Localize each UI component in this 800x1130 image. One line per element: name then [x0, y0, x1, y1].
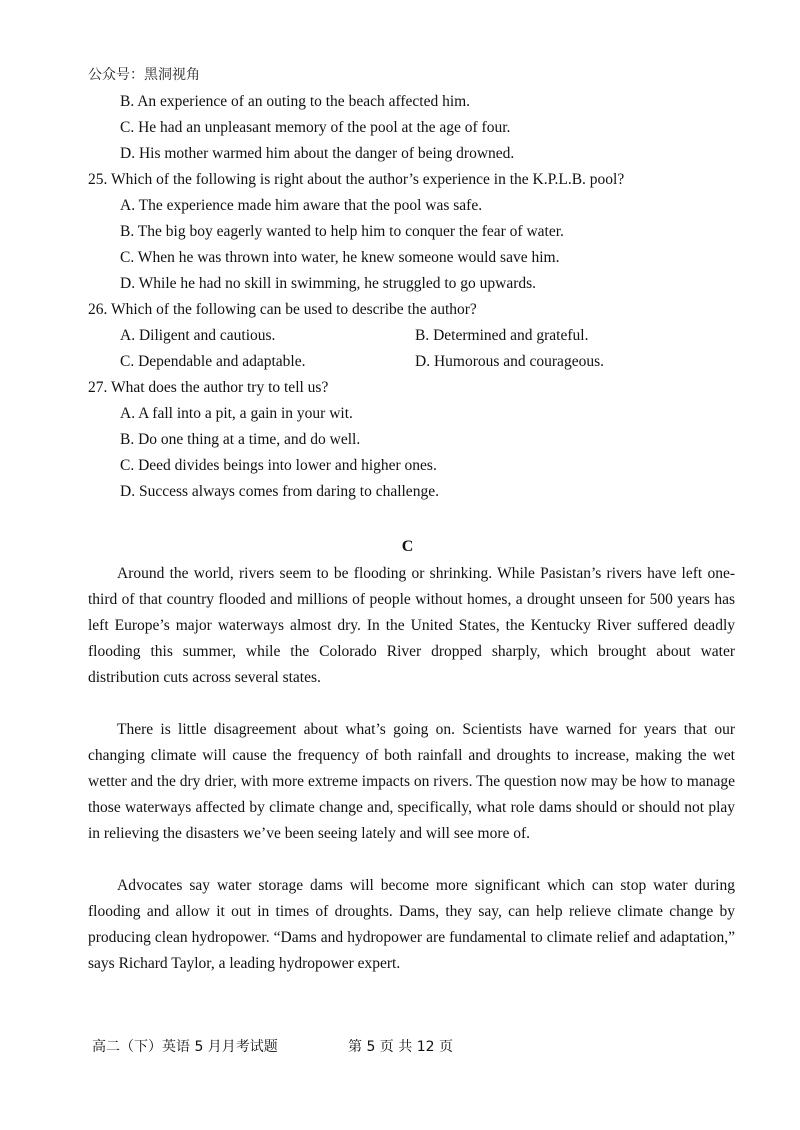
- q25-option-a: A. The experience made him aware that the pool was safe.: [120, 197, 483, 214]
- passage-paragraph-3: Advocates say water storage dams will become more significant which can stop water during flooding and allow it out in times of droughts. Dams, they say, can help relieve climate change by producing clean hydropower. “Dams and hydropower are fundamental to climate relief and adaptation,” says Richard Taylor, a leading hydropower expert.: [88, 877, 735, 972]
- q27-option-d: D. Success always comes from daring to challenge.: [120, 483, 439, 500]
- q26-option-a: A. Diligent and cautious.: [120, 327, 276, 344]
- q25-option-b: B. The big boy eagerly wanted to help him to conquer the fear of water.: [120, 223, 564, 240]
- q26-option-d: D. Humorous and courageous.: [415, 353, 604, 370]
- footer-exam-title: 高二（下）英语 5 月月考试题: [92, 1039, 278, 1055]
- q26-option-c: C. Dependable and adaptable.: [120, 353, 306, 370]
- q27-question: 27. What does the author try to tell us?: [88, 379, 329, 396]
- passage-title: C: [401, 538, 414, 555]
- footer-page-number: 第 5 页 共 12 页: [348, 1039, 453, 1055]
- passage-paragraph-2: There is little disagreement about what’s going on. Scientists have warned for years that our changing climate will cause the frequency of both rainfall and droughts to increase, making the wet wetter and the dry drier, with more extreme impacts on rivers. The question now may be how to manage those waterways affected by climate change and, specifically, what role dams should or should not play in relieving the disasters we’ve been seeing lately and will see more of.: [88, 721, 735, 842]
- q24-option-b: B. An experience of an outing to the beach affected him.: [120, 93, 471, 110]
- q24-option-c: C. He had an unpleasant memory of the pool at the age of four.: [120, 119, 511, 136]
- q27-option-c: C. Deed divides beings into lower and higher ones.: [120, 457, 437, 474]
- q26-question: 26. Which of the following can be used to describe the author?: [88, 301, 477, 318]
- q26-option-b: B. Determined and grateful.: [415, 327, 589, 344]
- q25-question: 25. Which of the following is right about the author’s experience in the K.P.L.B. pool?: [88, 171, 625, 188]
- watermark-text: 公众号：黑洞视角: [88, 67, 200, 83]
- q24-option-d: D. His mother warmed him about the danger of being drowned.: [120, 145, 515, 162]
- q25-option-d: D. While he had no skill in swimming, he struggled to go upwards.: [120, 275, 537, 292]
- q27-option-a: A. A fall into a pit, a gain in your wit.: [120, 405, 353, 422]
- passage-paragraph-1: Around the world, rivers seem to be flooding or shrinking. While Pasistan’s rivers have left one-third of that country flooded and millions of people without homes, a drought unseen for 500 years has left Europe’s major waterways almost dry. In the United States, the Kentucky River suffered deadly flooding this summer, while the Colorado River dropped sharply, which brought about water distribution cuts across several states.: [88, 565, 735, 686]
- q27-option-b: B. Do one thing at a time, and do well.: [120, 431, 361, 448]
- q25-option-c: C. When he was thrown into water, he knew someone would save him.: [120, 249, 560, 266]
